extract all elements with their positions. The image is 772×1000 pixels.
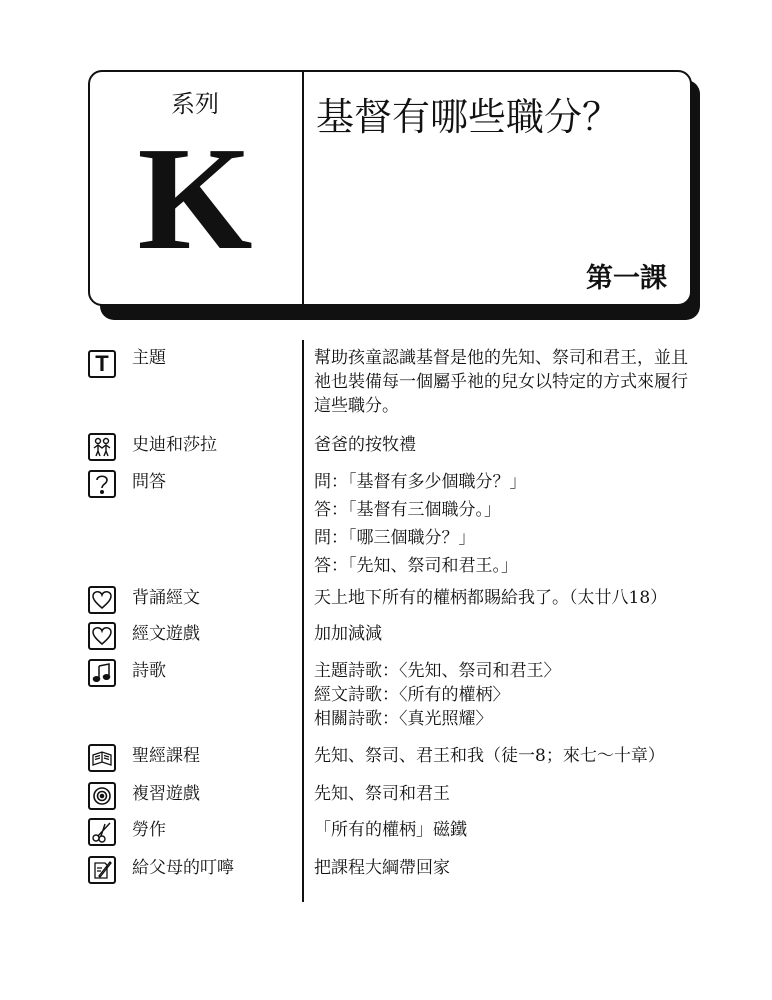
- section-value: [314, 586, 694, 610]
- section-value: [314, 782, 694, 806]
- section-label: 經文遊戲: [132, 624, 200, 644]
- value-line: 答：「基督有三個職分。」: [314, 500, 501, 520]
- value-line: 先知、祭司和君王: [314, 784, 450, 804]
- section-value: [314, 856, 694, 880]
- header-divider: [302, 72, 304, 304]
- value-line: 問：「哪三個職分？」: [314, 528, 476, 548]
- open-bible-icon: [88, 744, 116, 772]
- children-icon: [88, 433, 116, 461]
- scissors-icon: [88, 818, 116, 846]
- value-line: 這些職分。: [314, 396, 399, 416]
- section-label: 背誦經文: [132, 588, 200, 608]
- series-label: 系列: [171, 90, 219, 118]
- section-label: 給父母的叮嚀: [132, 858, 234, 878]
- page-title: 基督有哪些職分？: [316, 95, 621, 139]
- value-line: 加加減減: [314, 624, 382, 644]
- value-line: 幫助孩童認識基督是他的先知、祭司和君王，並且: [314, 348, 688, 368]
- value-line: 主題詩歌：〈先知、祭司和君王〉: [314, 661, 561, 681]
- value-line: 「所有的權柄」磁鐵: [314, 820, 467, 840]
- value-line: 相關詩歌：〈真光照耀〉: [314, 709, 493, 729]
- value-line: 把課程大綱帶回家: [314, 858, 450, 878]
- value-line: 爸爸的按牧禮: [314, 435, 416, 455]
- section-label: 聖經課程: [132, 746, 200, 766]
- section-value: [314, 659, 694, 731]
- content-divider: [302, 340, 304, 902]
- section-value: [314, 433, 694, 457]
- section-value: [314, 744, 694, 768]
- lesson-number: 第一課: [586, 263, 667, 294]
- value-line: 先知、祭司、君王和我（徒一8；來七～十章）: [314, 746, 665, 766]
- value-line: 天上地下所有的權柄都賜給我了。（太廿八18）: [314, 588, 668, 608]
- heart-icon: [88, 622, 116, 650]
- series-letter: K: [137, 117, 253, 281]
- question-mark-icon: [88, 470, 116, 498]
- value-line: 問：「基督有多少個職分？」: [314, 472, 527, 492]
- section-value: [314, 818, 694, 842]
- section-label: 詩歌: [132, 661, 166, 681]
- heart-icon: [88, 586, 116, 614]
- section-value: [314, 622, 694, 646]
- section-value: [314, 470, 694, 582]
- section-label: 問答: [132, 472, 166, 492]
- value-line: 祂也裝備每一個屬乎祂的兒女以特定的方式來履行: [314, 372, 688, 392]
- section-label: 史迪和莎拉: [132, 435, 217, 455]
- section-label: 主題: [132, 348, 166, 368]
- t-icon: T: [88, 350, 116, 378]
- value-line: 答：「先知、祭司和君王。」: [314, 556, 518, 576]
- music-note-icon: [88, 659, 116, 687]
- value-line: 經文詩歌：〈所有的權柄〉: [314, 685, 510, 705]
- target-icon: [88, 782, 116, 810]
- section-label: 複習遊戲: [132, 784, 200, 804]
- section-label: 勞作: [132, 820, 166, 840]
- note-pencil-icon: [88, 856, 116, 884]
- section-value: [314, 346, 694, 418]
